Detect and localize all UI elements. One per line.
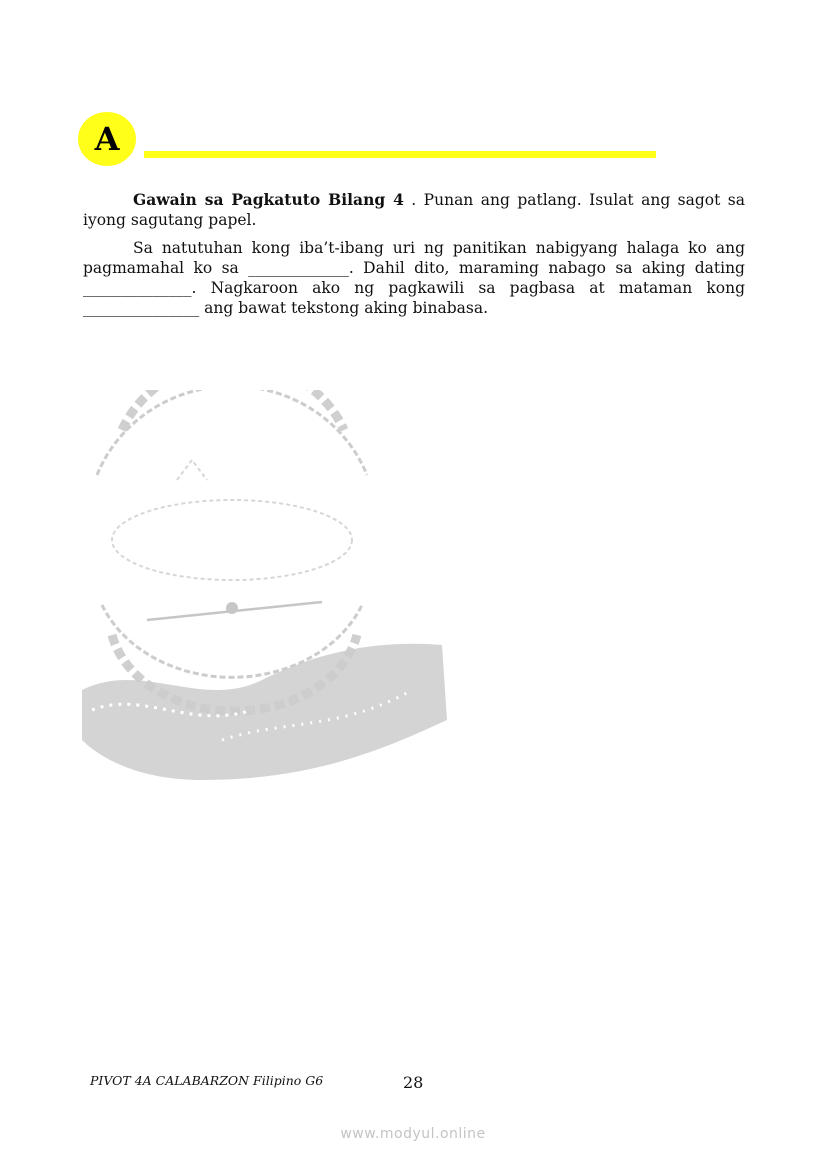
activity-content [83, 190, 745, 326]
section-badge [78, 112, 136, 166]
fill-in-paragraph [83, 238, 745, 318]
blank-2: ______________ [83, 279, 192, 297]
paragraph-text-1: Sa natutuhan kong iba’t-ibang uri ng panitikan nabigyang halaga ko ang pagmamahal ko sa [83, 239, 745, 277]
paragraph-text-2: . Dahil dito, maraming nabago sa aking dating [348, 259, 745, 277]
seal-shaded-ground [82, 644, 447, 780]
footer-module-name: PIVOT 4A CALABARZON Filipino G6 [90, 1073, 324, 1088]
section-letter: A [94, 120, 120, 158]
activity-title: Gawain sa Pagkatuto Bilang 4 [133, 190, 404, 209]
seal-center-ellipse [112, 500, 352, 580]
activity-instruction [83, 190, 745, 230]
seal-torch-mark [177, 460, 207, 480]
page-number: 28 [403, 1073, 424, 1092]
seal-watermark [82, 390, 452, 785]
blank-1: _____________ [248, 259, 349, 277]
blank-3: _______________ [83, 299, 200, 317]
seal-pen-node [226, 602, 238, 614]
paragraph-text-3: . Nagkaroon ako ng pagkawili sa pagbasa at mataman kong [191, 279, 745, 297]
site-watermark: www.modyul.online [340, 1126, 486, 1142]
section-rule [144, 151, 656, 158]
instruction-text: . Punan ang patlang. Isulat ang sagot sa iyong sagutang papel. [83, 191, 745, 229]
paragraph-text-4: ang bawat tekstong aking binabasa. [199, 299, 489, 317]
